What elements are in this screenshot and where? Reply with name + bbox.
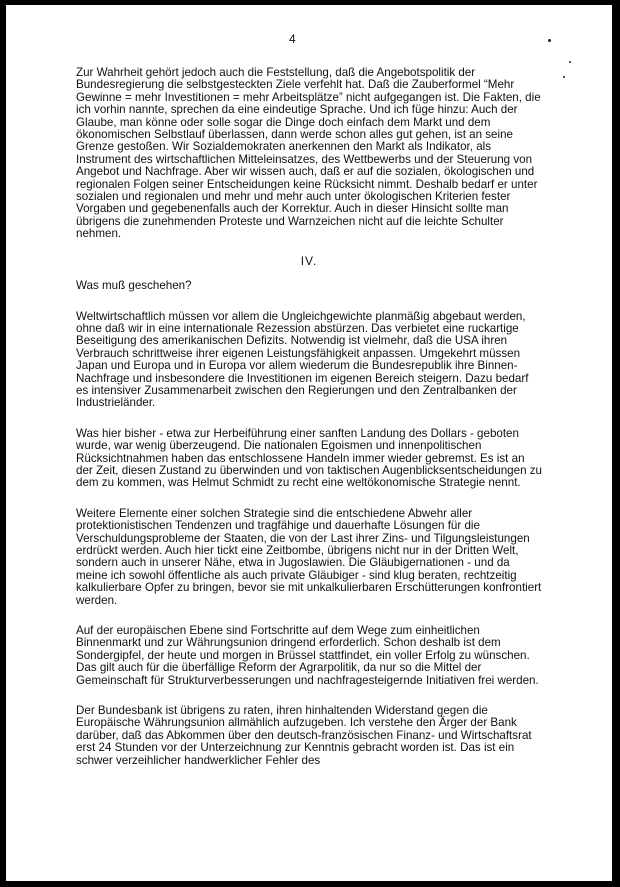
body-paragraph: Auf der europäischen Ebene sind Fortschritte auf dem Wege zum einheitlichen Binnenmarkt und zur Währungsunion dringend erforderlich. Schon deshalb ist dem Sondergipfel, der heute und morgen in Brüssel stattfindet, ein voller Erfolg zu wünschen. Das gilt auch für die überfällige Reform der Agrarpolitik, da nur so die Mittel der Gemeinschaft für Strukturverbesserungen und nachfragesteigernde Initiativen frei werden. (76, 624, 539, 687)
section-number: IV. (300, 253, 318, 268)
scan-speck (563, 76, 565, 78)
document-body (76, 67, 542, 785)
scan-speck (548, 39, 551, 42)
scan-speck (569, 61, 571, 63)
document-page (6, 5, 612, 881)
body-paragraph: Was hier bisher - etwa zur Herbeiführung einer sanften Landung des Dollars - geboten wurde, war wenig überzeugend. Die nationalen Egoismen und innenpolitischen Rücksichtnahmen haben das entschlossene Handeln immer wieder gebremst. Es ist an der Zeit, diesen Zustand zu überwinden und von taktischen Augenblicksentscheidungen zu dem zu kommen, was Helmut Schmidt zu recht eine weltökonomische Strategie nennt. (76, 426, 542, 490)
body-paragraph: Der Bundesbank ist übrigens zu raten, ihren hinhaltenden Widerstand gegen die Europäische Währungsunion allmählich aufzugeben. Ich verstehe den Ärger der Bank darüber, daß das Abkommen über den deutsch-französischen Finanz- und Wirtschaftsrat erst 24 Stunden vor der Unterzeichnung zur Kenntnis gebracht worden ist. Das ist ein schwer verzeihlicher handwerklicher Fehler des (76, 704, 532, 767)
intro-paragraph: Zur Wahrheit gehört jedoch auch die Feststellung, daß die Angebotspolitik der Bundesregierung die selbstgesteckten Ziele verfehlt hat. Daß die Zauberformel “Mehr Gewinne = mehr Investitionen = mehr Arbeitsplätze” nicht aufgegangen ist. Die Fakten, die ich vorhin nannte, sprechen da eine eindeutige Sprache. Und ich füge hinzu: Auch der Glaube, man könne oder solle sogar die Dinge doch einfach dem Markt und dem ökonomischen Selbstlauf überlassen, dann werde schon alles gut gehen, ist an seine Grenze gestoßen. Wir Sozialdemokraten anerkennen den Markt als Indikator, als Instrument des wirtschaftlichen Mitteleinsatzes, des Wettbewerbs und der Steuerung von Angebot und Nachfrage. Aber wir wissen auch, daß er auf die sozialen, ökologischen und regionalen Folgen seiner Entscheidungen keine Rücksicht nimmt. Deshalb bedarf er unter sozialen und regionalen und mehr und mehr auch unter ökologischen Kriterien fester Vorgaben und gegebenenfalls auch der Korrektur. Auch in dieser Hinsicht sollte man übrigens die zunehmenden Proteste und Warnzeichen nicht auf die leichte Schulter nehmen. (76, 66, 541, 241)
page-number: 4 (289, 32, 296, 46)
body-paragraph: Weitere Elemente einer solchen Strategie sind die entschiedene Abwehr aller protektionistischen Tendenzen und tragfähige und dauerhafte Lösungen für die Verschuldungsprobleme der Staaten, die von der Last ihrer Zins- und Tilgungsleistungen erdrückt werden. Auch hier tickt eine Zeitbombe, übrigens nicht nur in der Dritten Welt, sondern auch in unserer Nähe, etwa in Jugoslawien. Die Gläubigernationen - und da meine ich sowohl öffentliche als auch private Gläubiger - sind klug beraten, rechtzeitig kalkulierbare Opfer zu bringen, bevor sie mit unkalkulierbaren Erschütterungen konfrontiert werden. (76, 506, 542, 607)
section-heading: Was muß geschehen? (76, 279, 192, 293)
body-paragraph: Weltwirtschaftlich müssen vor allem die Ungleichgewichte planmäßig abgebaut werden, ohne daß wir in eine internationale Rezession abstürzen. Das verbietet eine ruckartige Beseitigung des amerikanischen Defizits. Notwendig ist vielmehr, daß die USA ihren Verbrauch schrittweise ihrer eigenen Leistungsfähigkeit anpassen. Umgekehrt müssen Japan und Europa und in Europa vor allem wiederum die Bundesrepublik ihre Binnen-Nachfrage und insbesondere die Investitionen im eigenen Bereich steigern. Dazu bedarf es intensiver Zusammenarbeit zwischen den Regierungen und den Zentralbanken der Industrieländer. (76, 309, 529, 410)
